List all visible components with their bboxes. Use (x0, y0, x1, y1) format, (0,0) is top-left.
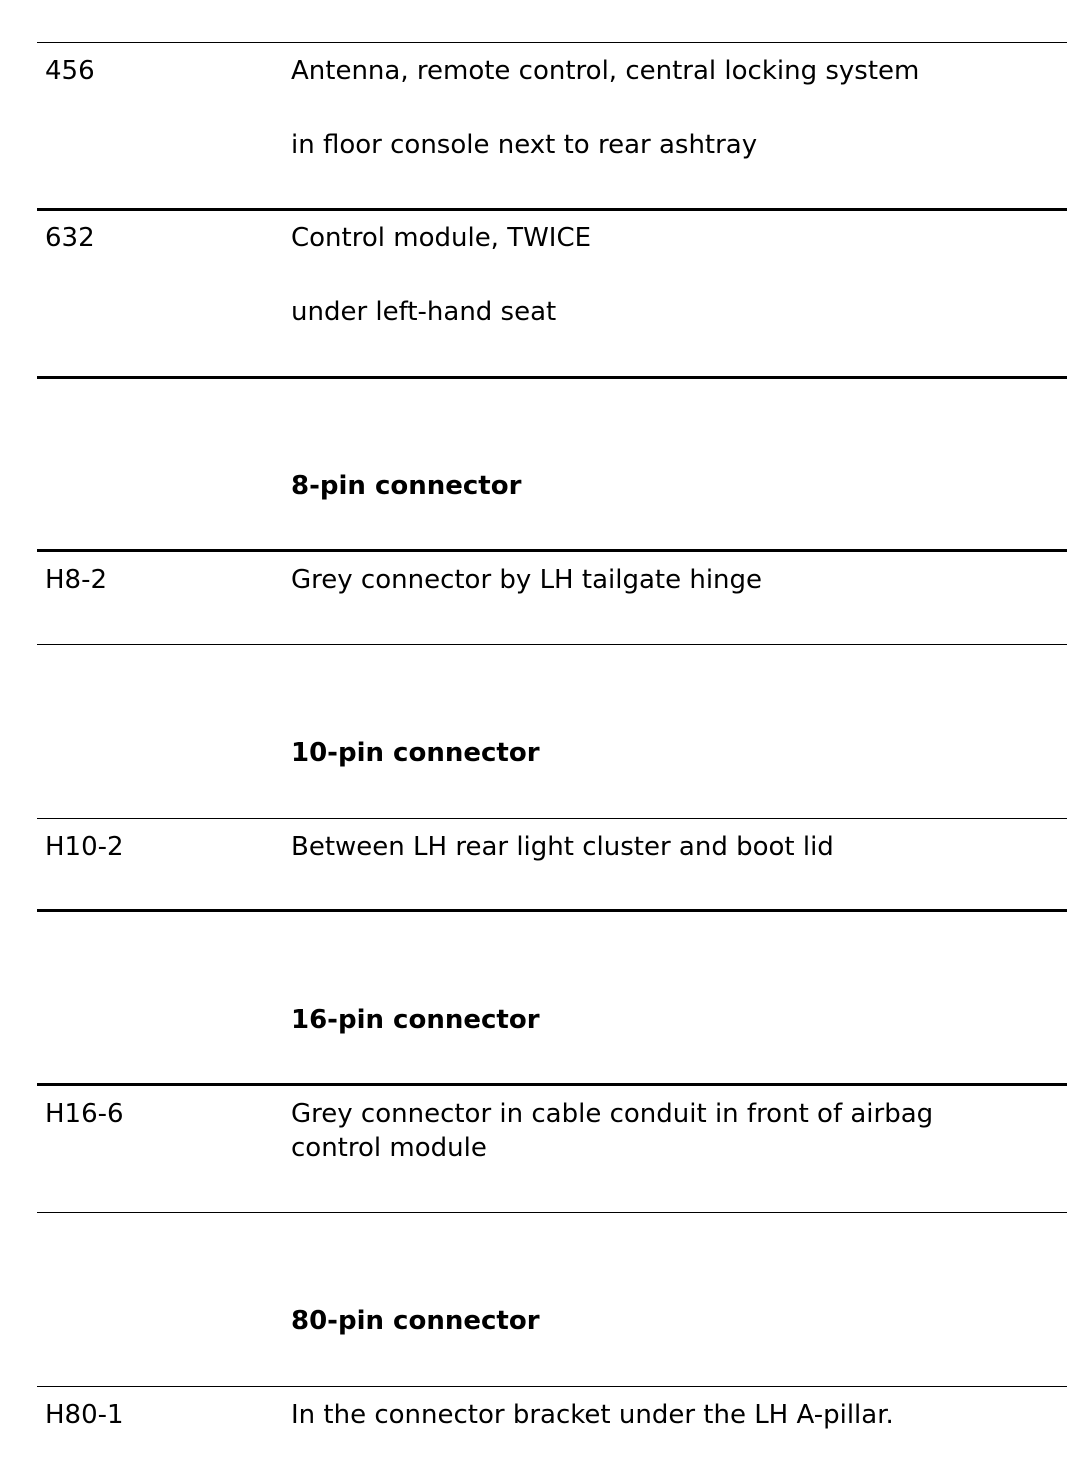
section-divider (37, 1212, 1067, 1213)
row-divider (37, 818, 1067, 819)
component-location: under left-hand seat (291, 297, 557, 327)
component-description: Control module, TWICE (291, 223, 592, 253)
section-divider (37, 909, 1067, 912)
row-divider (37, 208, 1067, 211)
section-heading: 16-pin connector (291, 1005, 540, 1035)
component-code: 632 (45, 223, 95, 253)
row-divider (37, 42, 1067, 43)
row-divider (37, 1083, 1067, 1086)
connector-location: Grey connector by LH tailgate hinge (291, 565, 763, 595)
section-divider (37, 644, 1067, 645)
component-code: 456 (45, 56, 95, 86)
section-heading: 10-pin connector (291, 738, 540, 768)
connector-location: Grey connector in cable conduit in front of airbag control module (291, 1099, 934, 1163)
component-location: in floor console next to rear ashtray (291, 130, 758, 160)
row-divider (37, 549, 1067, 552)
connector-code: H10-2 (45, 832, 124, 862)
section-heading: 80-pin connector (291, 1306, 540, 1336)
connector-location: Between LH rear light cluster and boot lid (291, 832, 834, 862)
section-divider (37, 376, 1067, 379)
connector-code: H8-2 (45, 565, 108, 595)
connector-code: H16-6 (45, 1099, 124, 1129)
section-heading: 8-pin connector (291, 471, 522, 501)
component-description: Antenna, remote control, central locking system (291, 56, 920, 86)
connector-code: H80-1 (45, 1400, 124, 1430)
connector-location: In the connector bracket under the LH A-pillar. (291, 1400, 894, 1430)
row-divider (37, 1386, 1067, 1387)
